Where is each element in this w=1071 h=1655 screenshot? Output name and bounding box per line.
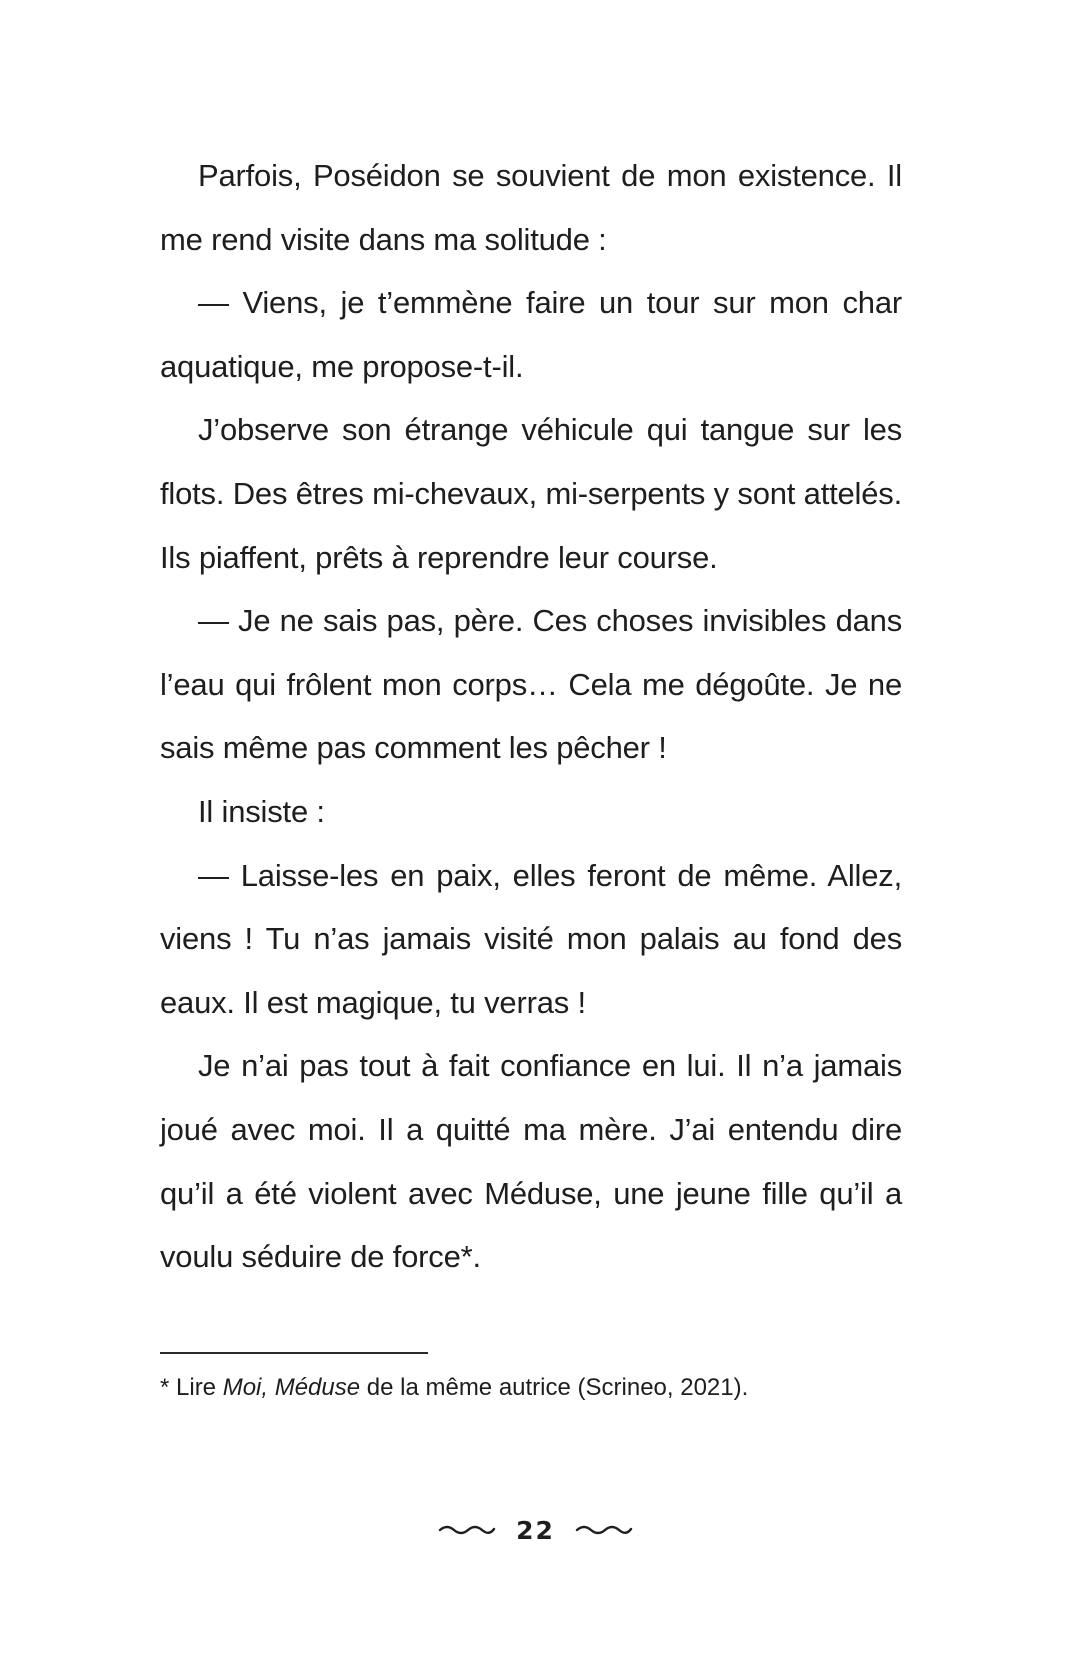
- footnote-suffix: de la même autrice (Scrineo, 2021).: [360, 1374, 749, 1401]
- wave-ornament-icon: [575, 1523, 633, 1537]
- paragraph: Parfois, Poséidon se souvient de mon existence. Il me rend visite dans ma solitude :: [160, 158, 902, 257]
- footnote-prefix: * Lire: [160, 1374, 223, 1401]
- footnote-title: Moi, Méduse: [222, 1374, 361, 1401]
- body-text: [160, 144, 902, 1289]
- paragraph: — Viens, je t’emmène faire un tour sur mon char aquatique, me propose-t-il.: [160, 285, 902, 384]
- footnote: [160, 1372, 748, 1404]
- page-number: 22: [516, 1515, 555, 1545]
- footnote-rule: [160, 1352, 428, 1354]
- paragraph: Je n’ai pas tout à fait confiance en lui. Il n’a jamais joué avec moi. Il a quitté ma mère. J’ai entendu dire qu’il a été violent avec Méduse, une jeune fille qu’il a voulu séduire de force*.: [160, 1048, 902, 1275]
- paragraph: J’observe son étrange véhicule qui tangue sur les flots. Des êtres mi-chevaux, mi-serpents y sont attelés. Ils piaffent, prêts à reprendre leur course.: [160, 412, 902, 575]
- wave-ornament-icon: [438, 1523, 496, 1537]
- paragraph: — Je ne sais pas, père. Ces choses invisibles dans l’eau qui frôlent mon corps… Cela me dégoûte. Je ne sais même pas comment les pêcher !: [160, 603, 902, 766]
- folio: [0, 1510, 1071, 1550]
- paragraph: — Laisse-les en paix, elles feront de même. Allez, viens ! Tu n’as jamais visité mon palais au fond des eaux. Il est magique, tu verras !: [160, 857, 902, 1020]
- paragraph: Il insiste :: [198, 793, 325, 829]
